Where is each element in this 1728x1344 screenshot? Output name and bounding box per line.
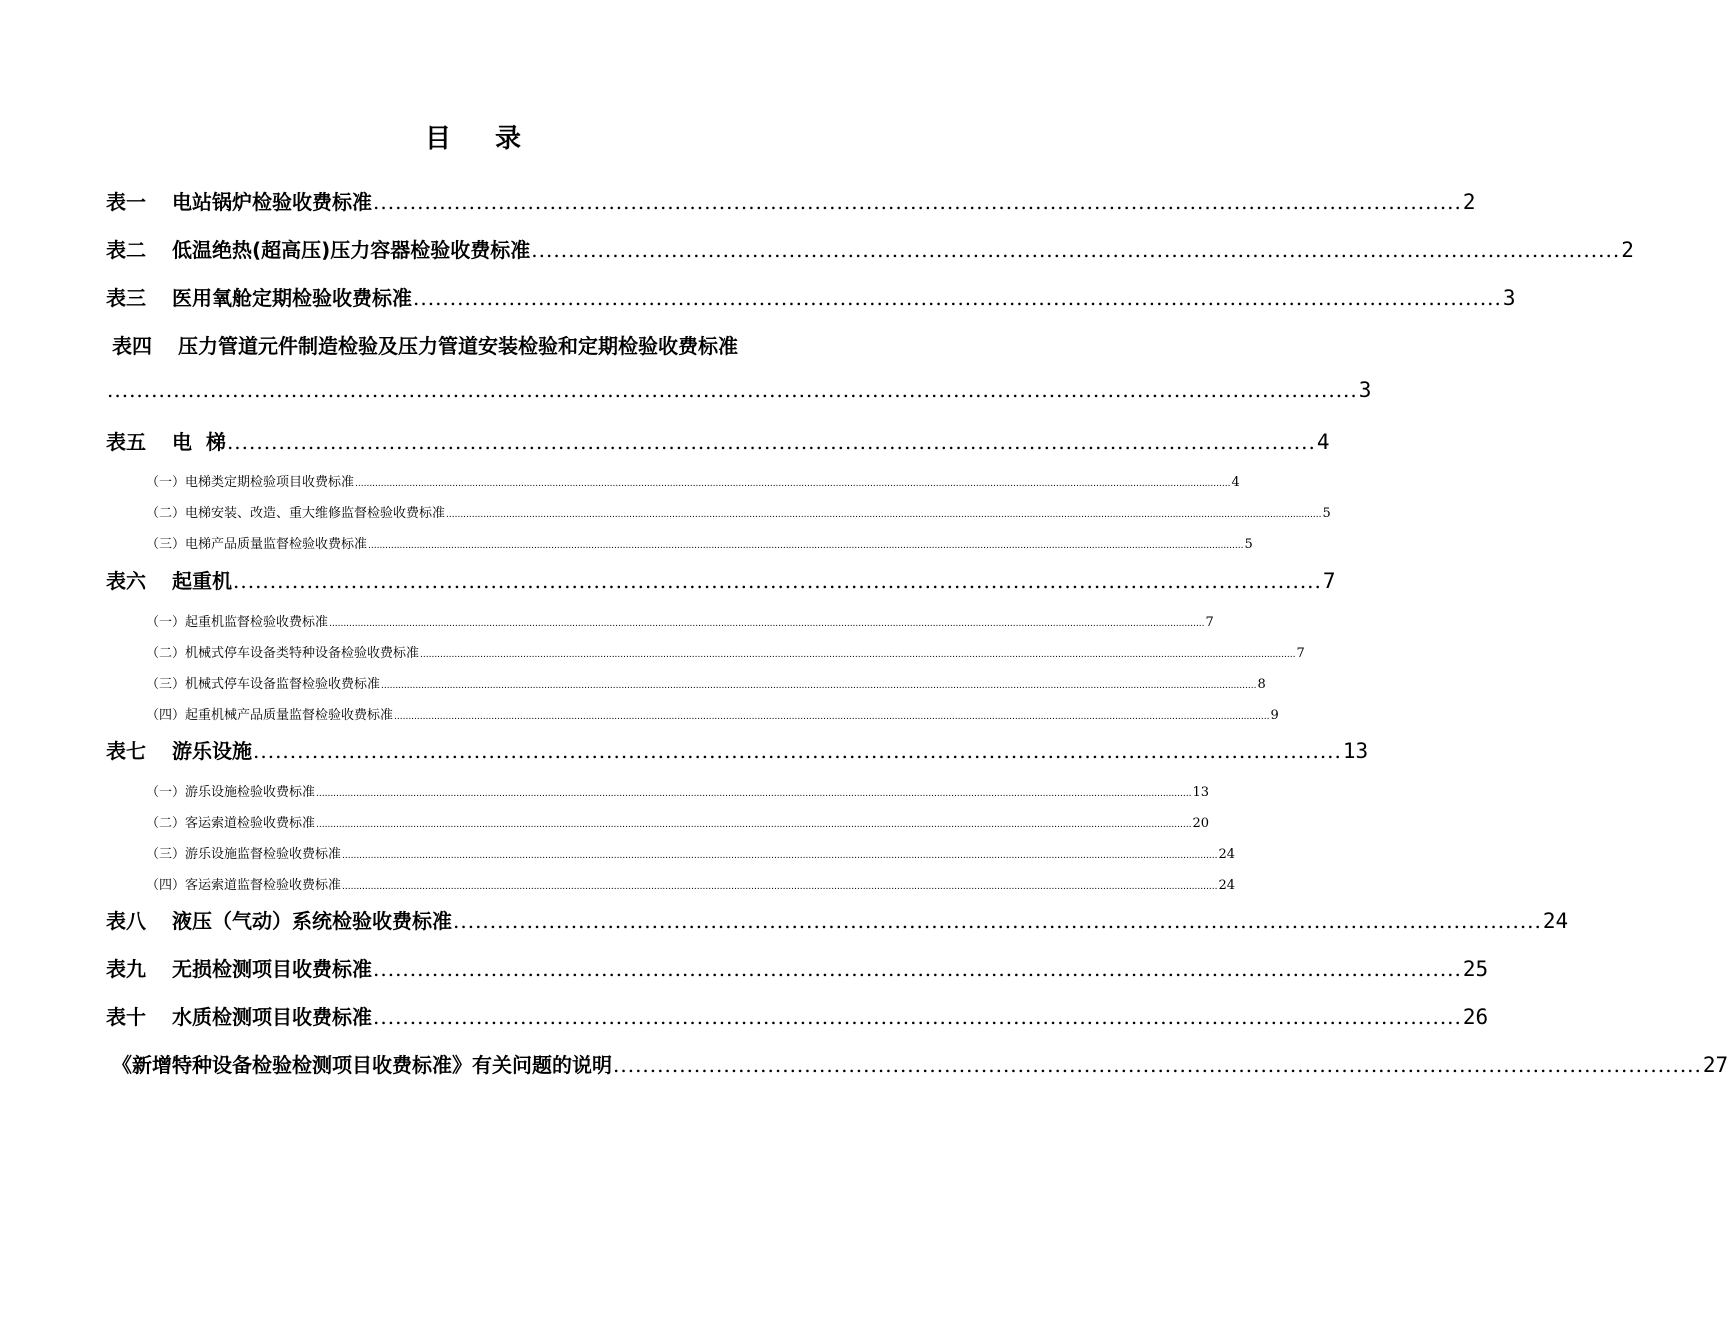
toc-subentry-title: （三）机械式停车设备监督检验收费标准 (146, 677, 381, 692)
toc-entry[interactable] (106, 905, 1569, 934)
toc-entry[interactable] (106, 1001, 1489, 1030)
toc-entry-number: 表五 (106, 430, 146, 454)
toc-subentry-page: 8 (1257, 677, 1266, 692)
toc-entry-number: 表四 (112, 334, 152, 358)
dot-leader: .................................................................................................................................................................................................................................................................................................................. (329, 619, 1205, 629)
toc-entry-title: 液压（气动）系统检验收费标准 (172, 909, 452, 933)
toc-subentry[interactable] (146, 843, 1235, 862)
dot-leader: .................................................................................................................................................... (226, 430, 1316, 454)
toc-entry[interactable] (106, 186, 1476, 215)
dot-leader: .................................................................................................................................................... (373, 190, 1462, 214)
dot-leader: .................................................................................................................................................................................................................................................................................................................. (355, 479, 1231, 489)
toc-subentry[interactable] (146, 611, 1214, 630)
toc-subentry[interactable] (146, 673, 1266, 692)
toc-entry-number: 表二 (106, 238, 146, 262)
toc-entry-page: 13 (1342, 739, 1369, 763)
toc-subentry-page: 5 (1322, 506, 1331, 521)
toc-entry-title: 医用氧舱定期检验收费标准 (172, 286, 412, 310)
toc-subentry-title: （三）游乐设施监督检验收费标准 (146, 847, 342, 862)
toc-subentry-title: （二）机械式停车设备类特种设备检验收费标准 (146, 646, 420, 661)
toc-entry-number: 表一 (106, 190, 146, 214)
toc-entry-page: 2 (1621, 238, 1634, 262)
toc-subentry[interactable] (146, 781, 1209, 800)
toc-entry-number: 表七 (106, 739, 146, 763)
toc-title-char-2: 录 (495, 124, 526, 154)
toc-entry-title-long[interactable] (112, 330, 738, 359)
toc-subentry-title: （一）起重机监督检验收费标准 (146, 615, 329, 630)
toc-subentry[interactable] (146, 812, 1209, 831)
toc-entry[interactable] (106, 735, 1369, 764)
toc-entry[interactable] (112, 1049, 1728, 1078)
toc-entry-page: 4 (1316, 430, 1330, 454)
toc-title-char-1: 目 (424, 124, 455, 154)
toc-entry-title: 电站锅炉检验收费标准 (172, 190, 372, 214)
dot-leader: .................................................................................................................................................... (413, 286, 1502, 310)
toc-entry-number: 表六 (106, 569, 146, 593)
toc-entry-title: 低温绝热(超高压)压力容器检验收费标准 (172, 238, 531, 262)
toc-entry[interactable] (106, 282, 1516, 311)
toc-entry-title: 电 梯 (172, 430, 226, 454)
toc-subentry-title: （一）电梯类定期检验项目收费标准 (146, 475, 355, 490)
toc-entry-title: 无损检测项目收费标准 (172, 957, 372, 981)
toc-subentry-page: 24 (1218, 878, 1235, 893)
toc-subentry[interactable] (146, 471, 1240, 490)
toc-subentry-title: （四）起重机械产品质量监督检验收费标准 (146, 708, 394, 723)
dot-leader: .................................................................................................................................................... (453, 909, 1542, 933)
dot-leader: .................................................................................................................................................................................................................................................................................................................. (342, 851, 1218, 861)
toc-entry-page: 25 (1462, 957, 1489, 981)
toc-entry-title: 水质检测项目收费标准 (172, 1005, 372, 1029)
dot-leader: .................................................................................................................................................................................................................................................................................................................. (316, 789, 1192, 799)
toc-entry-page: 2 (1462, 190, 1476, 214)
toc-entry-number: 表十 (106, 1005, 146, 1029)
toc-entry[interactable] (106, 953, 1489, 982)
dot-leader: .................................................................................................................................................................................................................................................................................................................. (316, 820, 1192, 830)
dot-leader: .................................................................................................................................................... (233, 569, 1322, 593)
toc-entry-page: 3 (1502, 286, 1516, 310)
toc-subentry-page: 7 (1205, 615, 1214, 630)
toc-subentry[interactable] (146, 642, 1305, 661)
dot-leader: .......................................................................................................................................................................... (107, 378, 1358, 402)
toc-subentry-title: （三）电梯产品质量监督检验收费标准 (146, 537, 368, 552)
toc-entry-title: 《新增特种设备检验检测项目收费标准》有关问题的说明 (112, 1053, 612, 1077)
toc-entry[interactable] (106, 565, 1336, 594)
dot-leader: .................................................................................................................................................................................................................................................................................................................. (394, 712, 1270, 722)
dot-leader: .................................................................................................................................................................................................................................................................................................................. (446, 510, 1322, 520)
toc-subentry-page: 7 (1296, 646, 1305, 661)
toc-title (0, 118, 950, 155)
toc-subentry-page: 24 (1218, 847, 1235, 862)
toc-subentry-title: （二）客运索道检验收费标准 (146, 816, 316, 831)
toc-subentry-title: （一）游乐设施检验收费标准 (146, 785, 316, 800)
toc-entry[interactable] (106, 234, 1634, 263)
toc-subentry-page: 5 (1244, 537, 1253, 552)
toc-subentry-title: （四）客运索道监督检验收费标准 (146, 878, 342, 893)
toc-subentry-page: 4 (1231, 475, 1240, 490)
toc-subentry-title: （二）电梯安装、改造、重大维修监督检验收费标准 (146, 506, 446, 521)
dot-leader: .................................................................................................................................................... (253, 739, 1342, 763)
dot-leader: .................................................................................................................................................................................................................................................................................................................. (342, 882, 1218, 892)
toc-entry-title: 游乐设施 (172, 739, 252, 763)
toc-entry-page: 7 (1322, 569, 1336, 593)
toc-entry-continuation[interactable] (106, 378, 1372, 402)
dot-leader: .................................................................................................................................................... (373, 957, 1462, 981)
toc-entry-number: 表三 (106, 286, 146, 310)
toc-subentry[interactable] (146, 874, 1235, 893)
dot-leader: .................................................................................................................................................................................................................................................................................................................. (381, 681, 1257, 691)
toc-entry-page: 27 (1702, 1053, 1728, 1077)
dot-leader: .................................................................................................................................................... (373, 1005, 1462, 1029)
toc-entry-title: 压力管道元件制造检验及压力管道安装检验和定期检验收费标准 (178, 334, 738, 358)
toc-entry-page: 3 (1358, 378, 1372, 402)
toc-subentry-page: 13 (1192, 785, 1209, 800)
toc-entry-page: 24 (1542, 909, 1569, 933)
toc-entry-title: 起重机 (172, 569, 232, 593)
toc-subentry[interactable] (146, 533, 1253, 552)
dot-leader: .................................................................................................................................................................................................................................................................................................................. (368, 541, 1244, 551)
toc-entry-number: 表九 (106, 957, 146, 981)
toc-entry-number: 表八 (106, 909, 146, 933)
toc-entry-page: 26 (1462, 1005, 1489, 1029)
toc-subentry-page: 9 (1270, 708, 1279, 723)
toc-subentry[interactable] (146, 502, 1331, 521)
toc-subentry-page: 20 (1192, 816, 1209, 831)
dot-leader: .................................................................................................................................................................................................................................................................................................................. (420, 650, 1296, 660)
toc-subentry[interactable] (146, 704, 1279, 723)
toc-entry[interactable] (106, 426, 1330, 455)
dot-leader: .................................................................................................................................................... (613, 1053, 1702, 1077)
dot-leader: .................................................................................................................................................... (531, 238, 1621, 262)
